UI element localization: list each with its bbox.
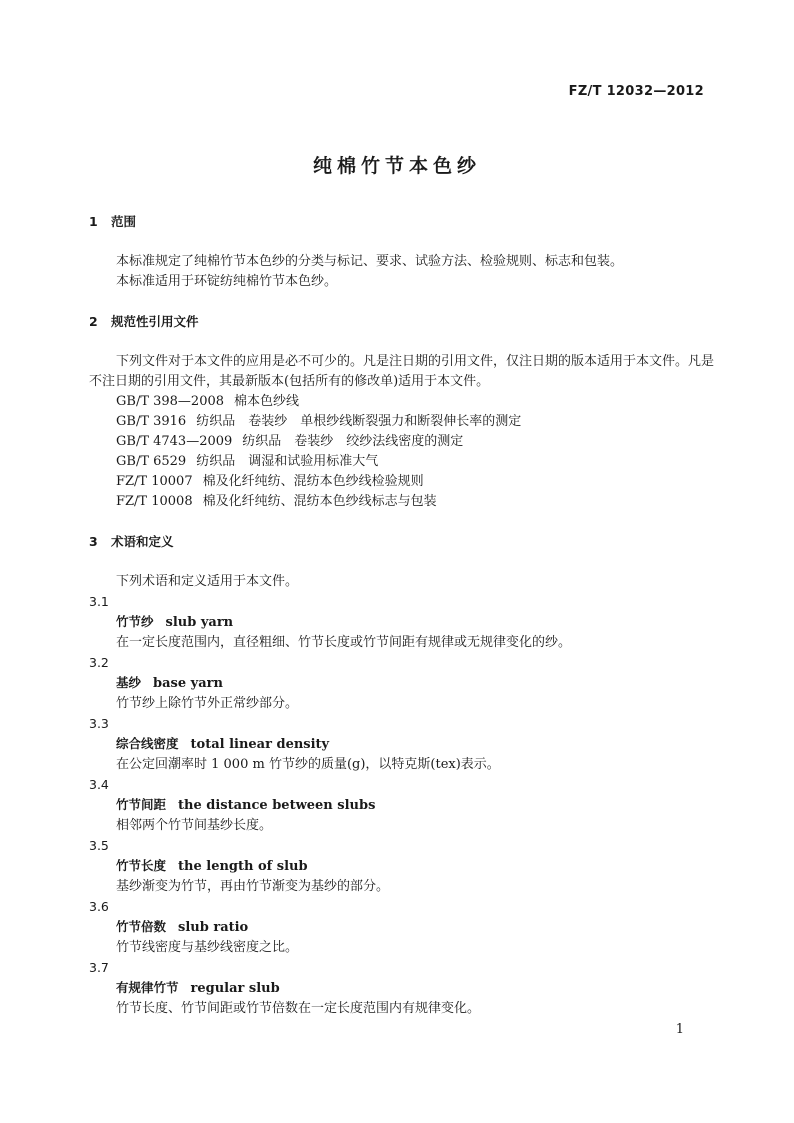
reference-title: 纺织品 卷装纱 单根纱线断裂强力和断裂伸长率的测定	[196, 414, 522, 429]
reference-item	[89, 392, 719, 412]
term-definition: 在公定回潮率时 1 000 m 竹节纱的质量(g)，以特克斯(tex)表示。	[116, 757, 500, 772]
reference-code: FZ/T 10008	[116, 494, 193, 509]
term-english: regular slub	[190, 981, 280, 996]
term-english: total linear density	[190, 737, 330, 752]
term-chinese: 竹节纱	[116, 614, 154, 629]
section-number: 1	[89, 214, 98, 229]
reference-title: 棉及化纤纯纺、混纺本色纱线标志与包装	[202, 494, 437, 509]
section-heading-terms-and-definitions	[89, 532, 719, 552]
term-definition: 相邻两个竹节间基纱长度。	[116, 818, 273, 833]
term-definition: 竹节长度、竹节间距或竹节倍数在一定长度范围内有规律变化。	[116, 1001, 481, 1016]
term-title	[89, 673, 719, 694]
term-title	[89, 612, 719, 633]
term-title	[89, 795, 719, 816]
section-heading-scope	[89, 212, 719, 232]
term-number: 3.5	[89, 838, 109, 853]
term-title	[89, 734, 719, 755]
section-title: 规范性引用文件	[111, 314, 199, 329]
reference-item	[89, 492, 719, 512]
term-number: 3.7	[89, 960, 109, 975]
document-code: FZ/T 12032—2012	[568, 84, 704, 99]
term-chinese: 综合线密度	[116, 736, 179, 751]
term-definition: 在一定长度范围内，直径粗细、竹节长度或竹节间距有规律或无规律变化的纱。	[116, 635, 572, 650]
term-english: base yarn	[153, 676, 223, 691]
term-chinese: 竹节间距	[116, 797, 167, 812]
reference-title: 棉本色纱线	[234, 394, 300, 409]
term-number: 3.6	[89, 899, 109, 914]
paragraph: 下列术语和定义适用于本文件。	[116, 574, 299, 589]
page-number: 1	[675, 1022, 684, 1037]
reference-code: GB/T 6529	[116, 454, 187, 469]
reference-code: GB/T 4743—2009	[116, 434, 233, 449]
term-chinese: 竹节长度	[116, 858, 167, 873]
section-title: 术语和定义	[111, 534, 174, 549]
section-title: 范围	[111, 214, 137, 229]
term-chinese: 基纱	[116, 675, 142, 690]
reference-title: 棉及化纤纯纺、混纺本色纱线检验规则	[202, 474, 424, 489]
term-english: slub yarn	[165, 615, 234, 630]
term-chinese: 竹节倍数	[116, 919, 167, 934]
term-definition: 竹节线密度与基纱线密度之比。	[116, 940, 299, 955]
reference-code: FZ/T 10007	[116, 474, 193, 489]
section-number: 3	[89, 534, 98, 549]
paragraph: 本标准适用于环锭纺纯棉竹节本色纱。	[116, 274, 338, 289]
reference-item	[89, 452, 719, 472]
paragraph: 下列文件对于本文件的应用是必不可少的。凡是注日期的引用文件，仅注日期的版本适用于本文件。凡是不注日期的引用文件，其最新版本(包括所有的修改单)适用于本文件。	[89, 354, 715, 389]
term-title	[89, 917, 719, 938]
term-title	[89, 856, 719, 877]
term-chinese: 有规律竹节	[116, 980, 179, 995]
term-number: 3.2	[89, 655, 109, 670]
reference-title: 纺织品 调湿和试验用标准大气	[196, 454, 379, 469]
section-number: 2	[89, 314, 98, 329]
reference-title: 纺织品 卷装纱 绞纱法线密度的测定	[242, 434, 464, 449]
term-english: the distance between slubs	[178, 798, 376, 813]
term-number: 3.4	[89, 777, 109, 792]
term-title	[89, 978, 719, 999]
document-body	[89, 212, 719, 1019]
reference-code: GB/T 398—2008	[116, 394, 225, 409]
reference-item	[89, 472, 719, 492]
term-english: slub ratio	[178, 920, 249, 935]
term-english: the length of slub	[178, 859, 308, 874]
reference-item	[89, 412, 719, 432]
document-title: 纯棉竹节本色纱	[312, 155, 481, 177]
section-heading-normative-references	[89, 312, 719, 332]
term-definition: 基纱渐变为竹节，再由竹节渐变为基纱的部分。	[116, 879, 390, 894]
term-definition: 竹节纱上除竹节外正常纱部分。	[116, 696, 299, 711]
term-number: 3.1	[89, 594, 109, 609]
term-number: 3.3	[89, 716, 109, 731]
reference-code: GB/T 3916	[116, 414, 187, 429]
paragraph: 本标准规定了纯棉竹节本色纱的分类与标记、要求、试验方法、检验规则、标志和包装。	[116, 254, 624, 269]
reference-item	[89, 432, 719, 452]
